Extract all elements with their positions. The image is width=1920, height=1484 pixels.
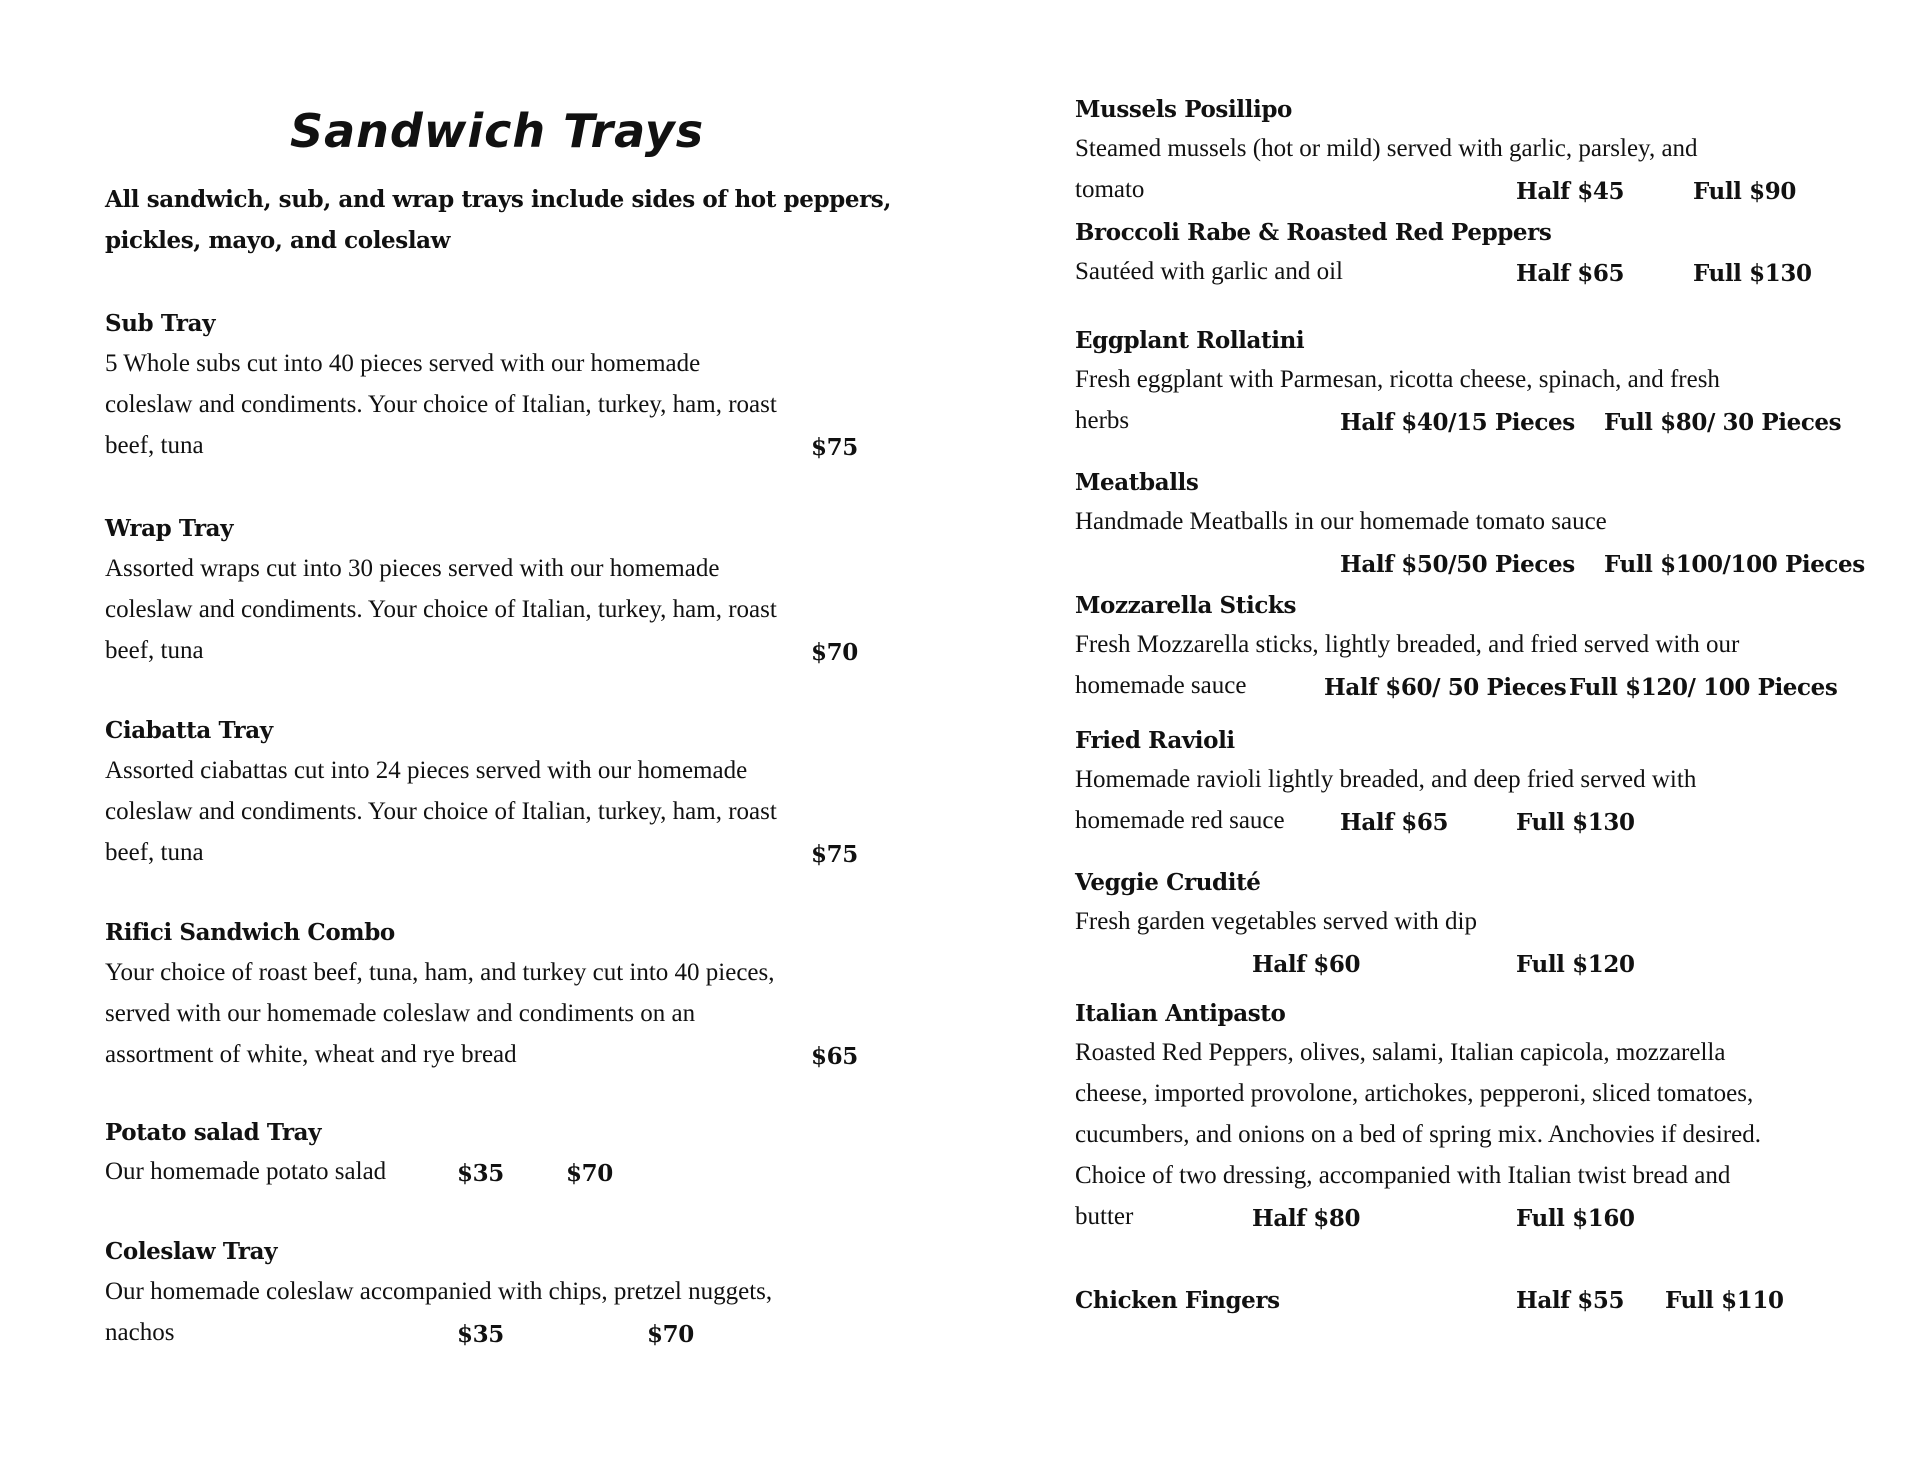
item-price-half: Half $60/ 50 Pieces [1324,674,1567,701]
item-desc-line: Fresh Mozzarella sticks, lightly breaded, and fried served with our [1075,631,1740,658]
item-desc-line: 5 Whole subs cut into 40 pieces served with our homemade [105,350,701,377]
page-title: Sandwich Trays [290,104,705,158]
item-desc-line: cheese, imported provolone, artichokes, pepperoni, sliced tomatoes, [1075,1080,1754,1107]
item-name-chicken-fingers: Chicken Fingers [1075,1287,1280,1314]
item-price-half: Half $65 [1516,260,1625,287]
item-desc-line: cucumbers, and onions on a bed of spring mix. Anchovies if desired. [1075,1121,1761,1148]
item-desc-line: Fresh garden vegetables served with dip [1075,908,1477,935]
item-desc-line: coleslaw and condiments. Your choice of Italian, turkey, ham, roast [105,798,777,825]
item-price-half: Half $45 [1516,178,1625,205]
item-desc-line: Steamed mussels (hot or mild) served with garlic, parsley, and [1075,135,1698,162]
item-name-coleslaw-tray: Coleslaw Tray [105,1238,278,1265]
item-desc-line: homemade sauce [1075,672,1247,699]
item-name-veggie-crudite: Veggie Crudité [1075,869,1261,896]
item-desc-line: nachos [105,1319,175,1346]
item-desc-line: Handmade Meatballs in our homemade tomato sauce [1075,508,1607,535]
item-price-half: $35 [457,1321,504,1348]
item-price-half: Half $55 [1516,1287,1625,1314]
item-desc-line: coleslaw and condiments. Your choice of Italian, turkey, ham, roast [105,391,777,418]
item-price-half: Half $50/50 Pieces [1340,551,1575,578]
item-desc-line: Roasted Red Peppers, olives, salami, Italian capicola, mozzarella [1075,1039,1726,1066]
item-desc-line: homemade red sauce [1075,807,1285,834]
item-price-full: $70 [566,1160,613,1187]
item-name-eggplant-rollatini: Eggplant Rollatini [1075,327,1305,354]
item-price: $65 [811,1043,858,1070]
item-price-full: Full $120 [1516,951,1635,978]
item-desc-line: beef, tuna [105,637,204,664]
item-desc-line: tomato [1075,176,1145,203]
item-desc-line: Sautéed with garlic and oil [1075,258,1343,285]
item-name-mussels-posillipo: Mussels Posillipo [1075,96,1292,123]
item-price-half: $35 [457,1160,504,1187]
item-desc-line: beef, tuna [105,839,204,866]
item-desc-line: Your choice of roast beef, tuna, ham, and turkey cut into 40 pieces, [105,959,775,986]
item-name-sub-tray: Sub Tray [105,310,216,337]
item-desc-line: coleslaw and condiments. Your choice of Italian, turkey, ham, roast [105,596,777,623]
item-price-full: Full $160 [1516,1205,1635,1232]
item-desc-line: Fresh eggplant with Parmesan, ricotta cheese, spinach, and fresh [1075,366,1720,393]
item-price-half: Half $65 [1340,809,1449,836]
item-price-full: Full $130 [1693,260,1812,287]
item-price: $70 [811,639,858,666]
item-price-full: Full $110 [1665,1287,1784,1314]
item-price-half: Half $80 [1252,1205,1361,1232]
item-desc-line: Our homemade coleslaw accompanied with chips, pretzel nuggets, [105,1278,773,1305]
item-price-full: Full $120/ 100 Pieces [1569,674,1838,701]
item-name-potato-salad-tray: Potato salad Tray [105,1119,322,1146]
item-name-italian-antipasto: Italian Antipasto [1075,1000,1286,1027]
item-name-ciabatta-tray: Ciabatta Tray [105,717,273,744]
item-desc-line: herbs [1075,407,1130,434]
intro-line-1: All sandwich, sub, and wrap trays include sides of hot peppers, [105,186,891,213]
item-price-full: Full $80/ 30 Pieces [1604,409,1842,436]
item-desc-line: served with our homemade coleslaw and condiments on an [105,1000,696,1027]
item-name-rifici-combo: Rifici Sandwich Combo [105,919,395,946]
intro-line-2: pickles, mayo, and coleslaw [105,227,451,254]
item-desc-line: assortment of white, wheat and rye bread [105,1041,517,1068]
item-desc-line: Assorted wraps cut into 30 pieces served with our homemade [105,555,720,582]
item-desc-line: Choice of two dressing, accompanied with Italian twist bread and [1075,1162,1731,1189]
item-name-broccoli-rabe: Broccoli Rabe & Roasted Red Peppers [1075,219,1552,246]
item-price-full: Full $130 [1516,809,1635,836]
item-price-full: $70 [647,1321,694,1348]
item-price: $75 [811,434,858,461]
item-price: $75 [811,841,858,868]
item-desc-line: Our homemade potato salad [105,1158,387,1185]
item-name-mozzarella-sticks: Mozzarella Sticks [1075,592,1297,619]
item-desc-line: butter [1075,1203,1134,1230]
item-desc-line: Assorted ciabattas cut into 24 pieces served with our homemade [105,757,748,784]
item-price-full: Full $100/100 Pieces [1604,551,1865,578]
item-desc-line: Homemade ravioli lightly breaded, and deep fried served with [1075,766,1697,793]
item-desc-line: beef, tuna [105,432,204,459]
item-price-half: Half $60 [1252,951,1361,978]
item-price-half: Half $40/15 Pieces [1340,409,1575,436]
item-name-meatballs: Meatballs [1075,469,1199,496]
item-name-fried-ravioli: Fried Ravioli [1075,727,1235,754]
item-price-full: Full $90 [1693,178,1796,205]
item-name-wrap-tray: Wrap Tray [105,515,234,542]
